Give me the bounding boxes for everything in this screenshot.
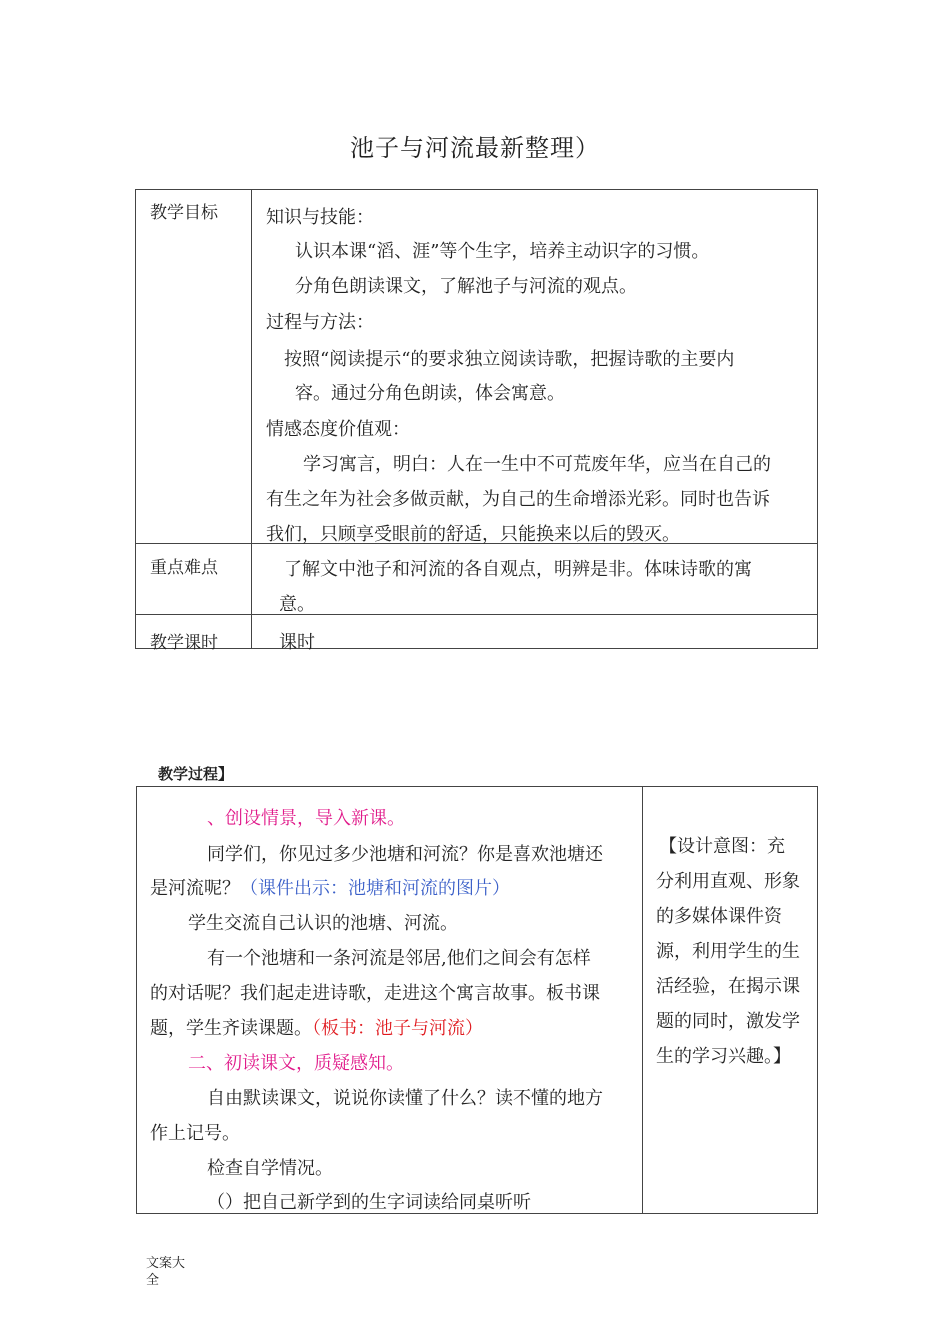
hours-label: 教学课时 [150,633,218,653]
paragraph-line: 同学们，你见过多少池塘和河流？你是喜欢池塘还 [207,844,603,865]
design-intent-line: 生的学习兴趣。】 [656,1046,791,1067]
key-points-label: 重点难点 [150,558,218,578]
emotion-line: 学习寓言，明白：人在一生中不可荒废年华，应当在自己的 [303,454,771,475]
knowledge-line: 分角色朗读课文，了解池子与河流的观点。 [295,276,637,297]
paragraph-line: 题，学生齐读课题。（板书：池子与河流） [150,1018,483,1039]
column-divider [642,787,643,1213]
key-points-line: 意。 [279,594,315,615]
board-note: （板书：池子与河流） [312,1018,483,1039]
paragraph-line: 学生交流自己认识的池塘、河流。 [188,913,458,934]
process-line: 按照“阅读提示“的要求独立阅读诗歌，把握诗歌的主要内 [284,349,735,370]
row-divider [136,614,817,615]
teaching-process-table [136,786,818,1214]
process-section-heading: 教学过程】 [158,765,234,783]
objectives-label: 教学目标 [150,203,218,223]
step-1-title: 、创设情景，导入新课。 [207,808,405,829]
process-line: 容。通过分角色朗读，体会寓意。 [295,383,565,404]
paragraph-line: 自由默读课文，说说你读懂了什么？读不懂的地方 [207,1088,603,1109]
courseware-note: （课件出示：池塘和河流的图片） [240,878,510,899]
paragraph-line: （）把自己新学到的生字词读给同桌听听 [207,1192,531,1213]
design-intent-line: 【设计意图：充 [659,836,785,857]
paragraph-line: 作上记号。 [150,1123,240,1144]
key-points-line: 了解文中池子和河流的各自观点，明辨是非。体味诗歌的寓 [284,559,752,580]
design-intent-line: 题的同时，激发学 [656,1011,800,1032]
design-intent-line: 的多媒体课件资 [656,906,782,927]
paragraph-line: 是河流呢？（课件出示：池塘和河流的图片） [150,878,510,899]
step-2-title: 二、初读课文，质疑感知。 [188,1053,404,1074]
knowledge-line: 认识本课“滔、涯”等个生字，培养主动识字的习惯。 [295,241,710,262]
emotion-line: 有生之年为社会多做贡献，为自己的生命增添光彩。同时也告诉 [266,489,770,510]
process-heading: 过程与方法： [266,312,374,333]
design-intent-line: 分利用直观、形象 [656,871,800,892]
emotion-line: 我们，只顾享受眼前的舒适，只能换来以后的毁灭。 [266,524,680,545]
column-divider [251,190,252,648]
hours-value: 课时 [279,632,315,653]
document-title: 池子与河流最新整理） [350,134,600,162]
emotion-heading: 情感态度价值观： [266,419,410,440]
design-intent-line: 活经验，在揭示课 [656,976,800,997]
paragraph-line: 的对话呢？我们起走进诗歌，走进这个寓言故事。板书课 [150,983,600,1004]
footer-text: 文案大全 [146,1256,186,1288]
knowledge-heading: 知识与技能： [266,207,374,228]
design-intent-line: 源，利用学生的生 [656,941,800,962]
paragraph-line: 检查自学情况。 [207,1158,333,1179]
lesson-info-table [135,189,818,653]
paragraph-line: 有一个池塘和一条河流是邻居,他们之间会有怎样 [207,948,591,969]
